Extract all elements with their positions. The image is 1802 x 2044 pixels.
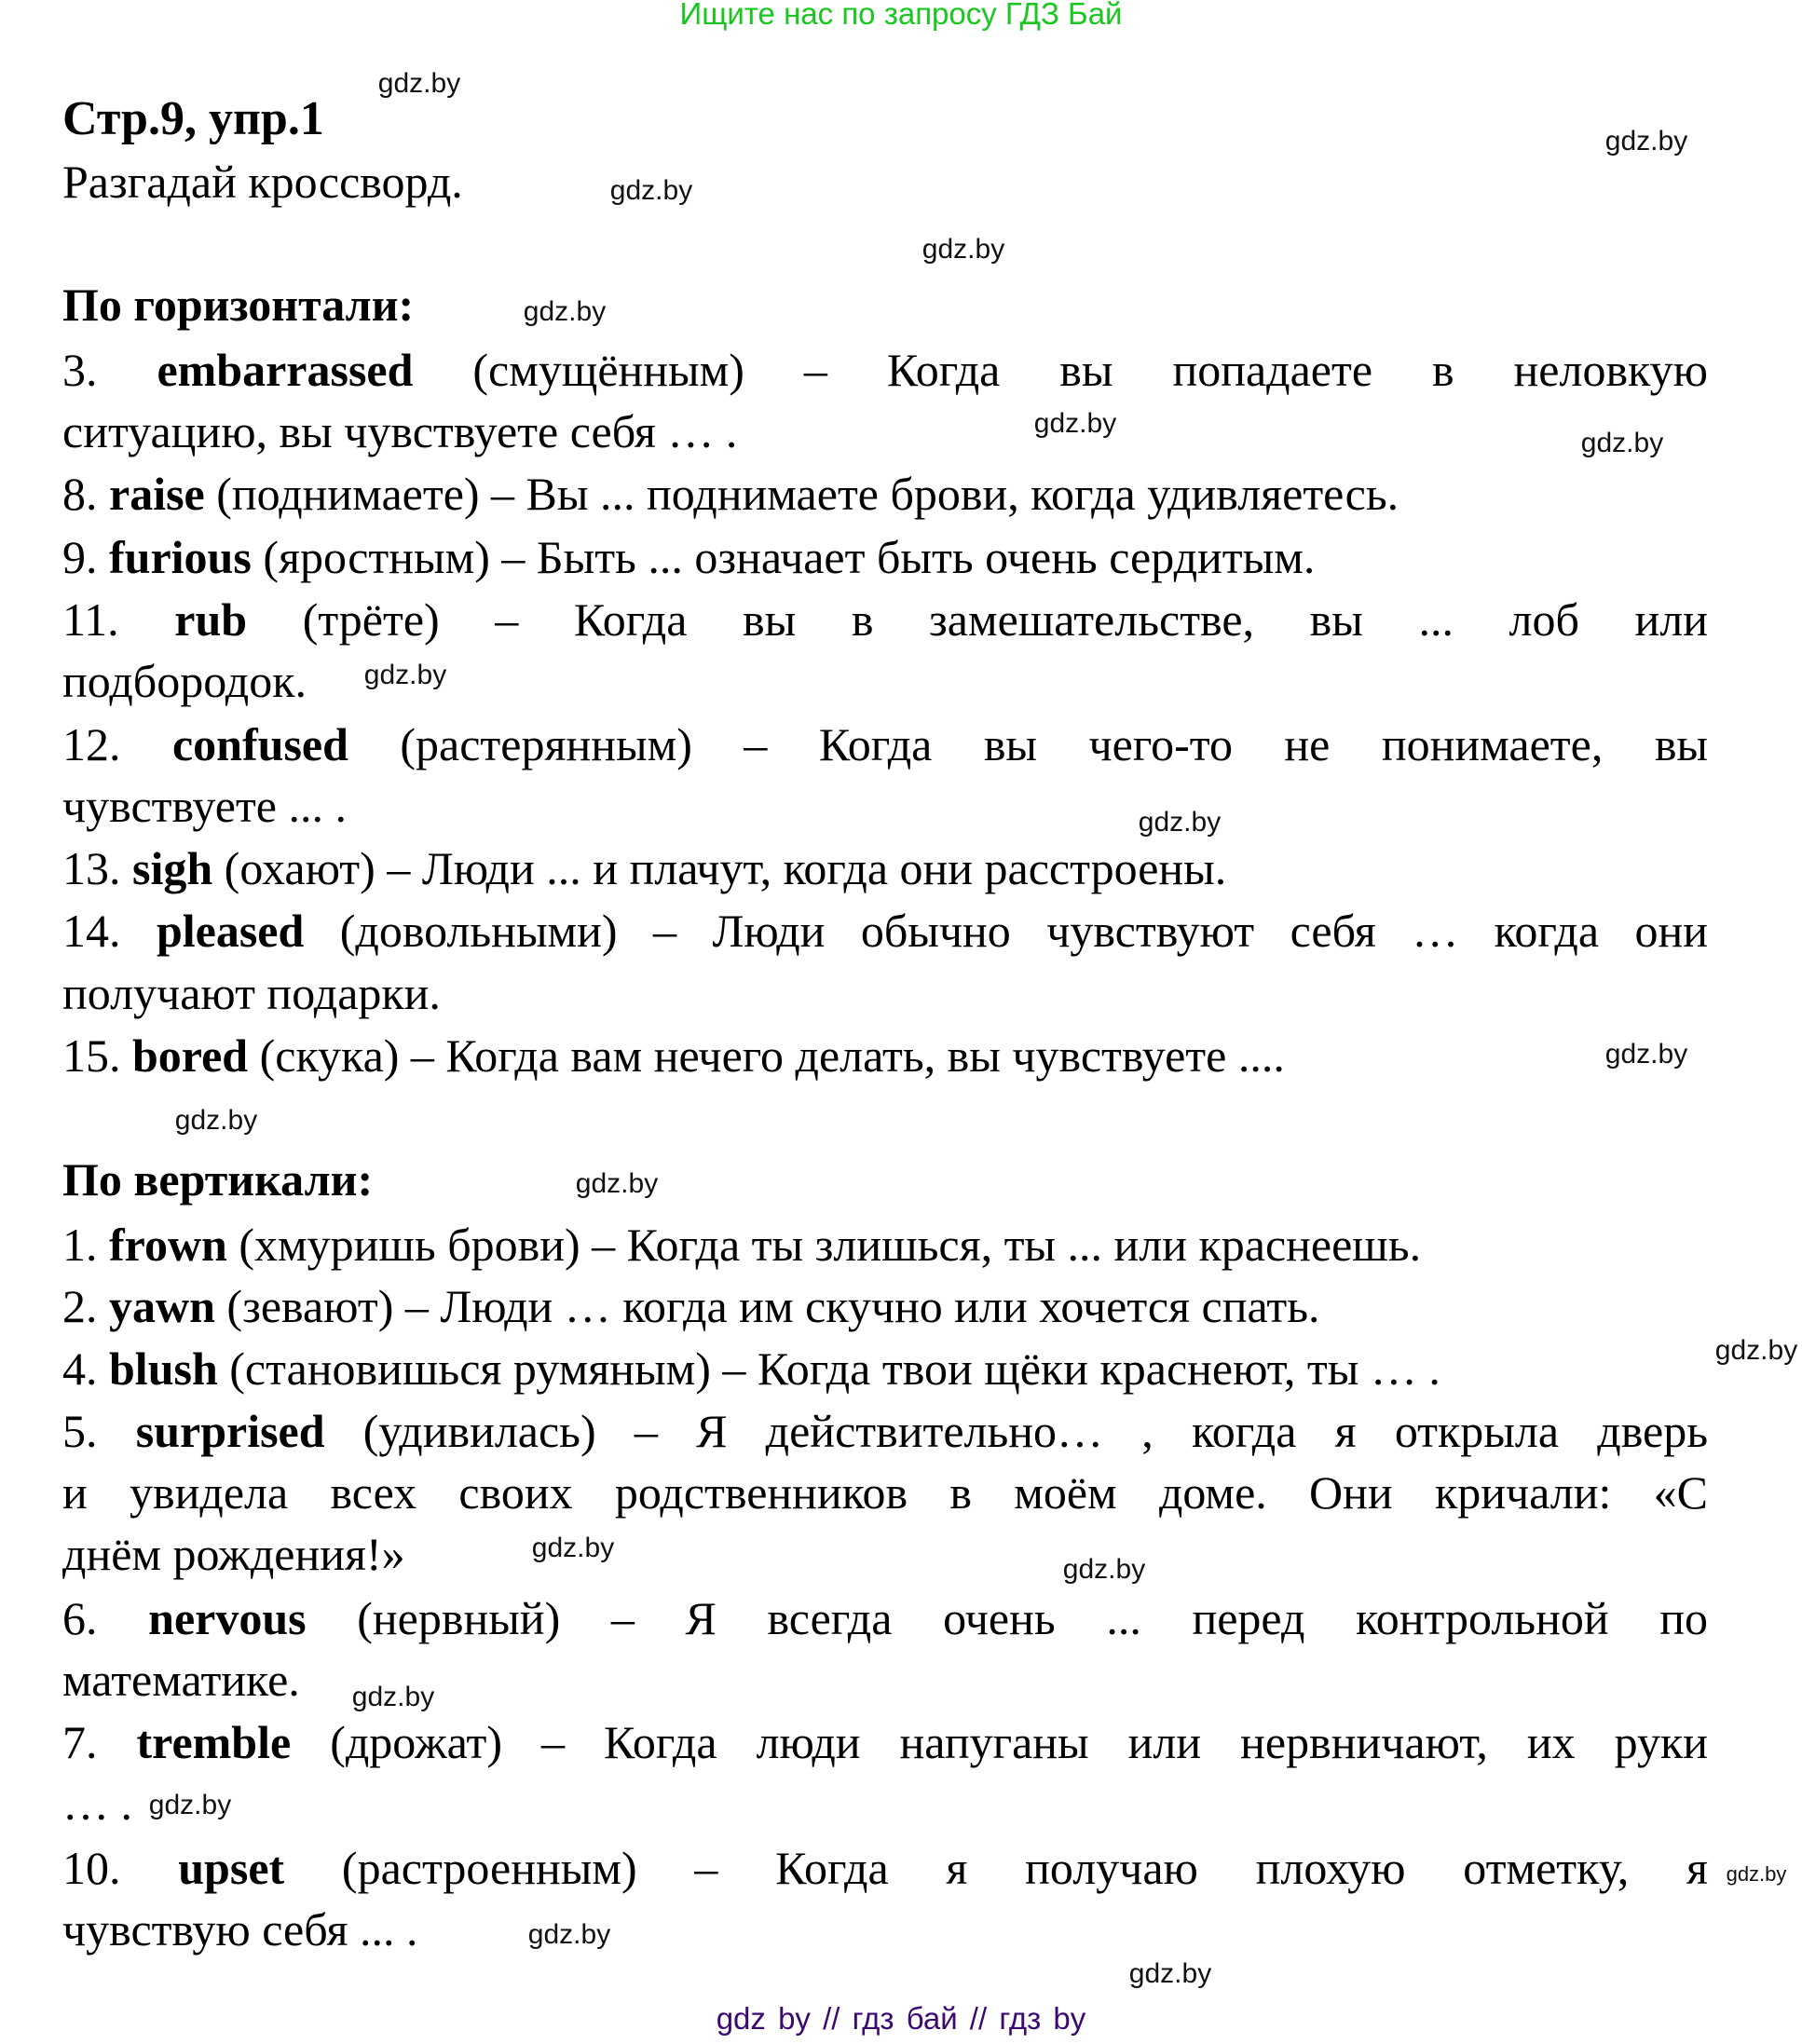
watermark: gdz.by [527, 1919, 611, 1950]
clue-line [62, 592, 1708, 647]
clue-answer: blush [109, 1342, 218, 1395]
clue-text: – Я всегда очень ... перед контрольной по [610, 1592, 1708, 1644]
clue-line [62, 716, 1708, 772]
clue-number: 6. [62, 1592, 98, 1644]
clue-answer: pleased [156, 905, 305, 957]
clue-text: – Люди обычно чувствуют себя … когда они [653, 905, 1708, 957]
across-heading: По горизонтали: [62, 279, 415, 331]
clue-answer: rub [174, 593, 248, 646]
clue-answer: raise [109, 468, 205, 520]
clue-text: – Когда твои щёки краснеют, ты … . [722, 1342, 1440, 1395]
watermark: gdz.by [1062, 1554, 1146, 1585]
clue-continuation: получают подарки. [62, 967, 441, 1019]
clue-line [62, 342, 1708, 398]
clue-text: – Люди ... и плачут, когда они расстроены. [387, 842, 1227, 894]
clue-line [62, 1028, 1708, 1083]
clue-line [62, 1341, 1708, 1397]
clue-answer: furious [109, 531, 252, 583]
watermark: gdz.by [921, 234, 1005, 265]
footer-links[interactable]: gdz by // гдз бай // гдз by [716, 2001, 1086, 2036]
clue-text: – Когда люди напуганы или нервничают, их руки [541, 1716, 1709, 1768]
clue-answer: tremble [136, 1716, 292, 1768]
clue-translation: (становишься румяным) [229, 1342, 711, 1395]
clue-continuation: подбородок. [62, 655, 307, 707]
clue-answer: yawn [109, 1280, 215, 1332]
watermark: gdz.by [531, 1533, 615, 1563]
clue-text: – Когда ты злишься, ты ... или краснеешь. [592, 1219, 1422, 1271]
watermark: gdz.by [148, 1790, 232, 1820]
clue-number: 12. [62, 718, 121, 770]
clue-text: – Когда вы в замешательстве, вы ... лоб или [495, 593, 1709, 646]
clue-text: – Люди … когда им скучно или хочется спать. [404, 1280, 1320, 1332]
watermark: gdz.by [363, 660, 447, 690]
clue-translation: (нервный) [357, 1592, 561, 1644]
clue-line [62, 1590, 1708, 1646]
clue-translation: (яростным) [263, 531, 490, 583]
clue-answer: surprised [135, 1405, 325, 1457]
task-instruction: Разгадай кроссворд. [62, 156, 463, 208]
clue-number: 5. [62, 1405, 98, 1457]
clue-text: – Когда вам нечего делать, вы чувствуете .... [410, 1029, 1285, 1082]
clue-answer: bored [132, 1029, 249, 1082]
clue-continuation: чувствую себя ... . [62, 1903, 418, 1955]
clue-line [62, 840, 1708, 896]
down-heading: По вертикали: [62, 1153, 374, 1206]
clue-number: 11. [62, 593, 119, 646]
clue-text: – Вы ... поднимаете брови, когда удивляетесь. [491, 468, 1399, 520]
watermark: gdz.by [174, 1105, 258, 1136]
clue-number: 9. [62, 531, 98, 583]
clue-line [62, 1278, 1708, 1334]
clue-text: – Когда вы попадаете в неловкую [803, 344, 1708, 396]
clue-translation: (скука) [259, 1029, 400, 1082]
clue-line [62, 1714, 1708, 1770]
clue-answer: confused [171, 718, 348, 770]
watermark: gdz.by [1604, 1039, 1688, 1070]
clue-text: – Я действительно… , когда я открыла дверь [634, 1405, 1709, 1457]
watermark: gdz.by [1726, 1862, 1787, 1886]
clue-translation: (удивилась) [362, 1405, 596, 1457]
clue-continuation: ситуацию, вы чувствуете себя … . [62, 405, 738, 457]
clue-answer: nervous [148, 1592, 307, 1644]
clue-translation: (смущённым) [472, 344, 744, 396]
clue-translation: (трёте) [302, 593, 440, 646]
clue-answer: embarrassed [157, 344, 414, 396]
clue-translation: (довольными) [339, 905, 618, 957]
clue-continuation: днём рождения!» [62, 1528, 405, 1580]
clue-line [62, 529, 1708, 585]
watermark: gdz.by [377, 68, 461, 99]
search-banner[interactable]: Ищите нас по запросу ГДЗ Бай [679, 0, 1123, 31]
clue-line [62, 466, 1708, 522]
watermark: gdz.by [609, 175, 693, 206]
watermark: gdz.by [1033, 408, 1117, 439]
clue-continuation: чувствуете ... . [62, 780, 347, 832]
watermark: gdz.by [1138, 807, 1222, 838]
clue-line [62, 1217, 1708, 1273]
watermark: gdz.by [1714, 1335, 1798, 1366]
clue-text: – Когда вы чего-то не понимаете, вы [744, 718, 1709, 770]
clue-number: 3. [62, 344, 98, 396]
clue-continuation: … . [62, 1778, 132, 1830]
watermark: gdz.by [1128, 1958, 1212, 1989]
clue-number: 1. [62, 1219, 98, 1271]
clue-number: 7. [62, 1716, 98, 1768]
clue-continuation: математике. [62, 1654, 300, 1706]
clue-translation: (охают) [224, 842, 375, 894]
clue-translation: (зевают) [226, 1280, 394, 1332]
clue-number: 4. [62, 1342, 98, 1395]
clue-number: 13. [62, 842, 121, 894]
clue-number: 10. [62, 1842, 121, 1894]
clue-continuation: и увидела всех своих родственников в моём доме. Они кричали: «С [62, 1466, 1708, 1519]
clue-answer: sigh [132, 842, 213, 894]
watermark: gdz.by [575, 1168, 659, 1199]
clue-number: 14. [62, 905, 121, 957]
clue-answer: upset [178, 1842, 285, 1894]
clue-translation: (растроенным) [341, 1842, 637, 1894]
page-title: Стр.9, упр.1 [62, 92, 324, 145]
clue-line [62, 1403, 1708, 1459]
watermark: gdz.by [1604, 126, 1688, 157]
clue-text: – Когда я получаю плохую отметку, я [694, 1842, 1708, 1894]
clue-answer: frown [109, 1219, 227, 1271]
clue-translation: (хмуришь брови) [239, 1219, 580, 1271]
clue-number: 8. [62, 468, 98, 520]
clue-translation: (растерянным) [400, 718, 692, 770]
clue-number: 15. [62, 1029, 121, 1082]
clue-line [62, 903, 1708, 959]
clue-number: 2. [62, 1280, 98, 1332]
clue-translation: (дрожат) [330, 1716, 503, 1768]
clue-line [62, 1840, 1708, 1896]
clue-translation: (поднимаете) [216, 468, 480, 520]
watermark: gdz.by [523, 296, 607, 327]
watermark: gdz.by [1580, 428, 1664, 458]
clue-text: – Быть ... означает быть очень сердитым. [501, 531, 1316, 583]
watermark: gdz.by [351, 1682, 435, 1712]
